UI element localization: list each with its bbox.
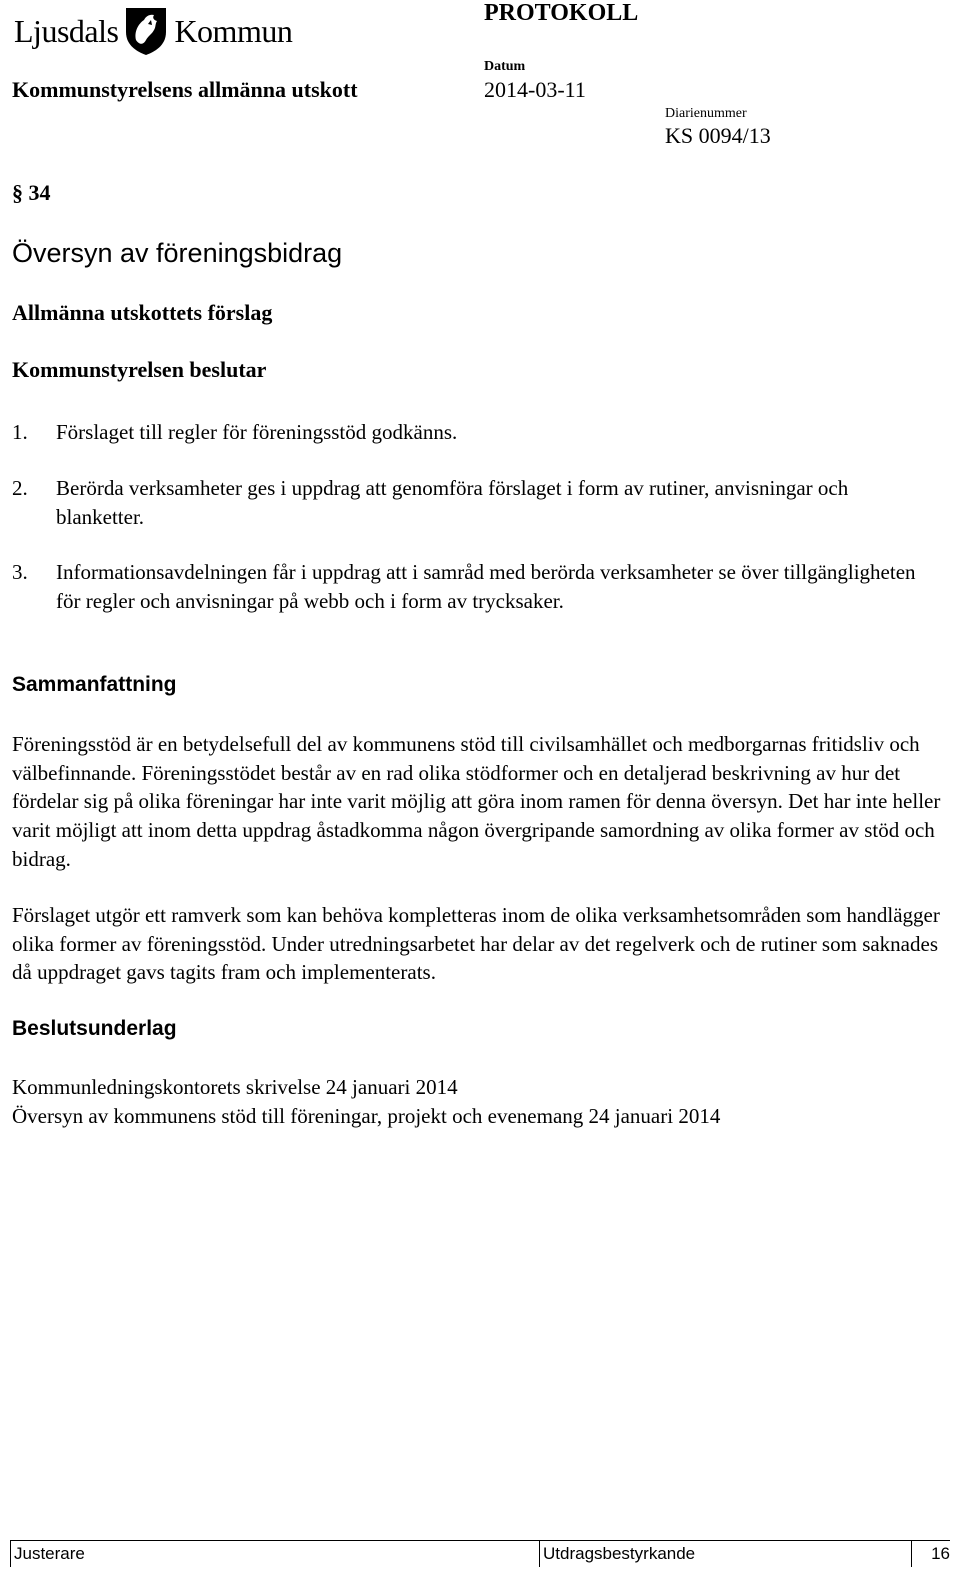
summary-heading: Sammanfattning — [12, 673, 177, 696]
footer-utdragsbestyrkande: Utdragsbestyrkande — [540, 1541, 912, 1567]
decides-heading: Kommunstyrelsen beslutar — [12, 357, 267, 382]
proposal-heading: Allmänna utskottets förslag — [12, 300, 273, 325]
list-item-text: Förslaget till regler för föreningsstöd godkänns. — [56, 420, 458, 444]
list-item-number: 3. — [12, 560, 28, 584]
document-type: PROTOKOLL — [484, 0, 639, 26]
date-value: 2014-03-11 — [484, 77, 586, 102]
committee-name: Kommunstyrelsens allmänna utskott — [12, 77, 358, 102]
page-number: 16 — [931, 1544, 950, 1563]
basis-line-2: Översyn av kommunens stöd till föreningar, projekt och evenemang 24 januari 2014 — [12, 1104, 721, 1128]
footer — [10, 1540, 950, 1567]
logo-text-right: Kommun — [174, 12, 293, 49]
basis-heading: Beslutsunderlag — [12, 1017, 177, 1040]
list-item-text: Berörda verksamheter ges i uppdrag att genomföra förslaget i form av rutiner, anvisningar och blanketter. — [56, 476, 849, 529]
coat-of-arms-icon — [124, 6, 168, 56]
summary-paragraph-1: Föreningsstöd är en betydelsefull del av kommunens stöd till civilsamhället och medborgarnas fritidsliv och välbefinnande. Föreningsstödet består av en rad olika stödformer och en detaljerad beskrivning av hur det fördelar sig på olika föreningar har inte varit möjlig att göra inom ramen för denna översyn. Det har inte heller varit möjligt att inom detta uppdrag åstadkomma någon övergripande samordning av olika former av stöd och bidrag. — [12, 732, 941, 871]
list-item-text: Informationsavdelningen får i uppdrag att i samråd med berörda verksamheter se över tillgängligheten för regler och anvisningar på webb och i form av trycksaker. — [56, 560, 916, 613]
list-item-number: 2. — [12, 476, 28, 500]
footer-justerare: Justerare — [10, 1541, 540, 1567]
logo-text-left: Ljusdals — [14, 12, 119, 49]
section-number: § 34 — [12, 180, 51, 205]
diary-number-label: Diarienummer — [665, 106, 747, 121]
basis-line-1: Kommunledningskontorets skrivelse 24 januari 2014 — [12, 1075, 458, 1099]
date-label: Datum — [484, 59, 526, 74]
diary-number-value: KS 0094/13 — [665, 123, 771, 148]
municipality-logo — [14, 6, 292, 56]
summary-paragraph-2: Förslaget utgör ett ramverk som kan behöva kompletteras inom de olika verksamhetsområden som handlägger olika former av föreningsstöd. Under utredningsarbetet har delar av det regelverk och de rutiner som saknades då uppdraget gavs tagits fram och implementerats. — [12, 903, 940, 985]
page-title: Översyn av föreningsbidrag — [12, 238, 343, 268]
list-item-number: 1. — [12, 420, 28, 444]
